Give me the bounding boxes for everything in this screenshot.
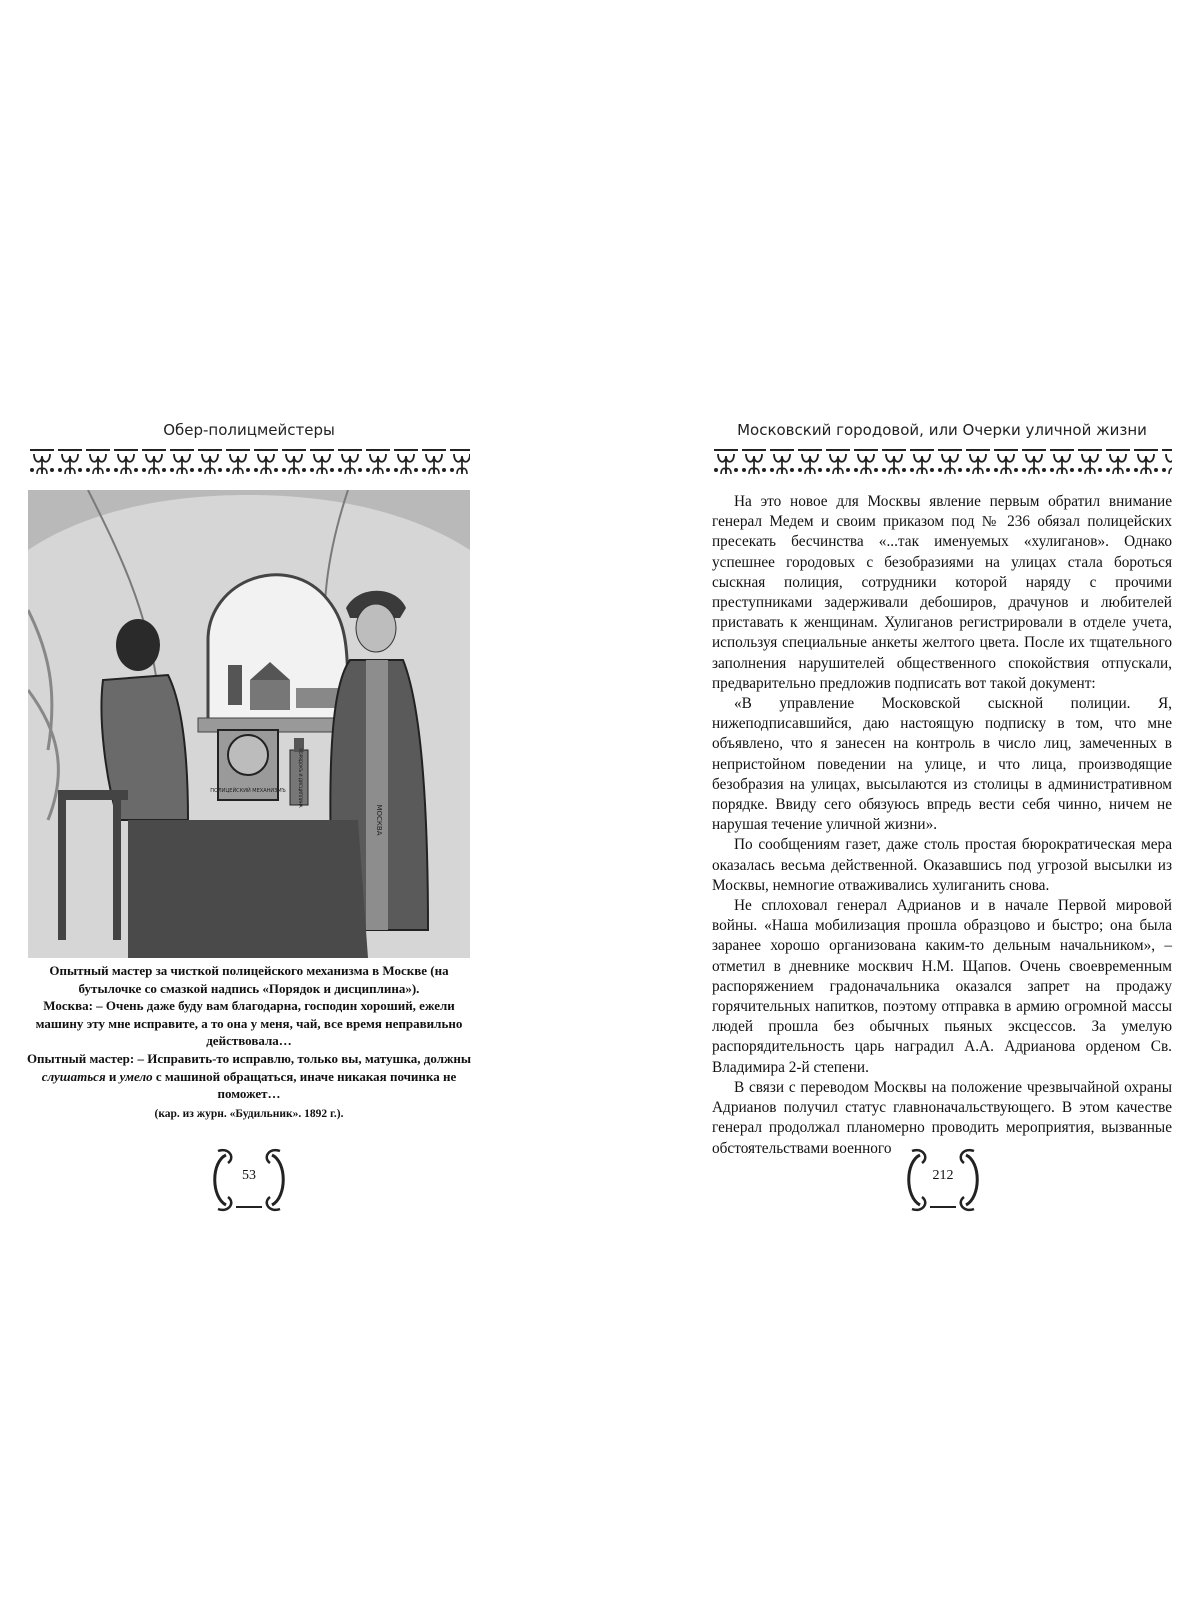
engraving-illustration <box>28 490 470 958</box>
paragraph: На это новое для Москвы явление первым обратил внимание генерал Медем и своим приказом под № 236 обязал полицейских пресекать бесчинства «...так именуемых «хулиганов». Однако успешнее городовых с безобразиями на улицах стала бороться сыскная полиция, сотрудники которой наряду с прочими преступниками задерживали дебоширов, драчунов и любителей приставать к женщинам. Хулиганов регистрировали в отделе учета, используя специальные анкеты желтого цвета. После их тщательного заполнения нарушителей общественного спокойствия отпускали, предварительно предложив подписать вот такой документ: <box>712 493 1172 692</box>
caption-line-3 <box>20 1050 478 1103</box>
running-head-right: Московский городовой, или Очерки уличной жизни <box>737 421 1147 439</box>
page-number-left <box>206 1147 292 1213</box>
caption-source: (кар. из журн. «Будильник». 1892 г.). <box>154 1107 344 1120</box>
page-number-right <box>900 1147 986 1213</box>
ornament-band-left <box>28 446 470 478</box>
paragraph: В связи с переводом Москвы на положение чрезвычайной охраны Адрианов получил статус главноначальствующего. В этом качестве генерал продолжал планомерно проводить мероприятия, вызванные обстоятельствами военного <box>712 1078 1172 1157</box>
caption-line-3-b: и <box>105 1068 120 1084</box>
illustration-caption <box>20 962 478 1123</box>
right-page <box>600 0 1200 1600</box>
caption-line-3-a: Опытный мастер: – Исправить-то исправлю, только вы, матушка, должны <box>26 1050 472 1066</box>
paragraph: Не сплоховал генерал Адрианов и в начале Первой мировой войны. «Наша мобилизация прошла образцово и быстро; она была заранее хорошо организована каким-то дельным начальником», – отметил в дневнике москвич Н.М. Щапов. Очень своевременным распоряжением градоначальника оказался запрет на продажу горячительных напитков, поэтому отправка в армию огромной массы людей прошла без обычных пьяных эксцессов. За умелую распорядительность царь наградил А.А. Адрианова орденом Св. Владимира 2-й степени. <box>712 897 1172 1076</box>
running-head-left: Обер-полицмейстеры <box>163 421 335 439</box>
machine-label: ПОЛИЦЕЙСКИЙ МЕХАНИЗМЪ <box>210 788 286 794</box>
caption-emphasis-2: умело <box>119 1068 153 1084</box>
ornament-band-right <box>712 446 1172 478</box>
paragraph: По сообщениям газет, даже столь простая бюрократическая мера оказалась весьма действенной. Оказавшись под угрозой высылки из Москвы, немногие отваживались хулиганить снова. <box>712 836 1172 894</box>
caption-emphasis-1: слушаться <box>41 1068 106 1084</box>
paragraph-quote: «В управление Московской сыскной полиции. Я, нижеподписавшийся, даю настоящую подписку в том, что мне объявлено, что я занесен на контроль в число лиц, замеченных в непристойном поведении на улице, и что лица, производящие безобразия на улицах, высылаются из столицы в административном порядке. Ввиду сего обязуюсь впредь вести себя чинно, ничем не нарушая течение уличной жизни». <box>712 695 1172 834</box>
body-text <box>712 492 1172 1159</box>
page-number-label: 212 <box>932 1168 954 1183</box>
page-number-label: 53 <box>242 1168 256 1183</box>
dress-label: МОСКВА <box>375 804 383 836</box>
caption-line-2: Москва: – Очень даже буду вам благодарна, господин хороший, ежели машину эту мне исправите, а то она у меня, чай, все время неправильно действовала… <box>35 998 463 1049</box>
caption-line-3-c: с машиной обращаться, иначе никакая починка не поможет… <box>152 1068 457 1102</box>
caption-line-1: Опытный мастер за чисткой полицейского механизма в Москве (на бутылочке со смазкой надпись «Порядок и дисциплина»). <box>49 963 449 996</box>
bottle-label: ПОРЯДОКЪ И ДИСЦИПЛИНА <box>298 748 303 808</box>
